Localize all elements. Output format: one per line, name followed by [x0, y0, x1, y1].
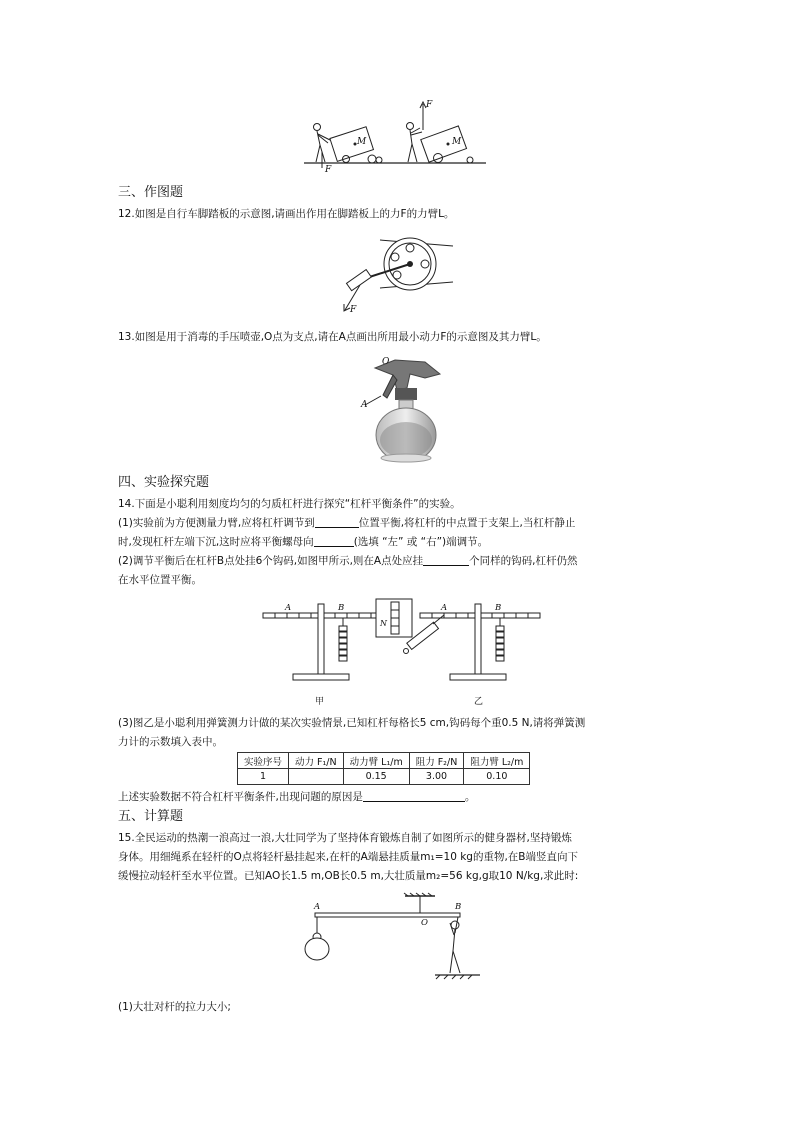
question-15-line1: 15.全民运动的热潮一浪高过一浪,大壮同学为了坚持体育锻炼自制了如图所示的健身器材,坚持锻炼	[118, 832, 572, 844]
question-14-part2-line2: 在水平位置平衡。	[118, 574, 202, 586]
table-cell: 3.00	[409, 769, 464, 785]
answer-blank-3[interactable]	[423, 553, 469, 566]
lever-B-label: B	[455, 902, 462, 912]
question-14-part3-line2: 力计的示数填入表中。	[118, 736, 223, 748]
table-header-cell: 动力 F₁/N	[289, 753, 344, 769]
question-15-sub1: (1)大壮对杆的拉力大小;	[118, 1001, 231, 1013]
table-row	[238, 769, 530, 785]
question-13-text: 13.如图是用于消毒的手压喷壶,O点为支点,请在A点画出所用最小动力F的示意图及其力臂L。	[118, 331, 547, 343]
point-A-label: A	[361, 400, 368, 410]
question-15-line2: 身体。用细绳系在轻杆的O点将轻杆悬挂起来,在杆的A端悬挂质量m₁=10 kg的重物,在B端竖直向下	[118, 851, 579, 863]
table-cell: 1	[238, 769, 289, 785]
question-14-part1: (1)实验前为方便测量力臂,应将杠杆调节到 位置平衡,将杠杆的中点置于支架上,当杠杆静止	[118, 517, 576, 529]
answer-blank-2[interactable]	[314, 534, 354, 547]
pedal-force-label: F	[350, 305, 357, 315]
lever1-A-label: A	[285, 603, 292, 613]
box2-label: M	[452, 137, 462, 147]
force-label-up: F	[426, 100, 433, 110]
fitness-lever-figure	[300, 893, 490, 993]
question-14-part1-line2: 时,发现杠杆左端下沉,这时应将平衡螺母向 (选填 “左” 或 “右”)端调节。	[118, 536, 489, 548]
lever2-A-label: A	[441, 603, 448, 613]
question-14-part4: 上述实验数据不符合杠杆平衡条件,出现问题的原因是 。	[118, 791, 476, 803]
table-cell-answer[interactable]	[289, 769, 344, 785]
answer-blank-1[interactable]	[315, 515, 359, 528]
pivot-O-label: O	[382, 357, 390, 367]
figure-yi-caption: 乙	[474, 697, 484, 707]
table-cell: 0.15	[343, 769, 409, 785]
table-header-cell: 实验序号	[238, 753, 289, 769]
question-12-text: 12.如图是自行车脚踏板的示意图,请画出作用在脚踏板上的力F的力臂L。	[118, 208, 455, 220]
section-4-title: 四、实验探究题	[118, 475, 210, 490]
force-label-down: F	[325, 165, 332, 175]
table-header-cell: 阻力 F₂/N	[409, 753, 464, 769]
question-14-part3-line1: (3)图乙是小聪利用弹簧测力计做的某次实验情景,已知杠杆每格长5 cm,钩码每个重0.5 N,请将弹簧测	[118, 717, 586, 729]
lever1-B-label: B	[338, 603, 345, 613]
answer-blank-4[interactable]	[363, 789, 465, 802]
spring-scale-unit-label: N	[380, 619, 387, 628]
push-box-figure	[300, 100, 490, 175]
section-3-title: 三、作图题	[118, 185, 184, 200]
table-header-cell: 动力臂 L₁/m	[343, 753, 409, 769]
question-14-part2: (2)调节平衡后在杠杆B点处挂6个钩码,如图甲所示,则在A点处应挂 个同样的钩码,杠杆仍然	[118, 555, 578, 567]
question-15-line3: 缓慢拉动轻杆至水平位置。已知AO长1.5 m,OB长0.5 m,大壮质量m₂=56 kg,g取10 N/kg,求此时:	[118, 870, 579, 882]
spray-bottle-figure	[355, 350, 455, 465]
table-header-row	[238, 753, 530, 769]
section-5-title: 五、计算题	[118, 809, 184, 824]
lever-O-label: O	[421, 918, 428, 928]
lever2-B-label: B	[495, 603, 502, 613]
table-header-cell: 阻力臂 L₂/m	[464, 753, 530, 769]
table-cell: 0.10	[464, 769, 530, 785]
box1-label: M	[357, 137, 367, 147]
experiment-data-table	[237, 752, 530, 785]
lever-A-label: A	[314, 902, 321, 912]
question-14-intro: 14.下面是小聪利用刻度均匀的匀质杠杆进行探究“杠杆平衡条件”的实验。	[118, 498, 461, 510]
lever-experiment-figure	[255, 596, 545, 691]
figure-jia-caption: 甲	[315, 697, 325, 707]
